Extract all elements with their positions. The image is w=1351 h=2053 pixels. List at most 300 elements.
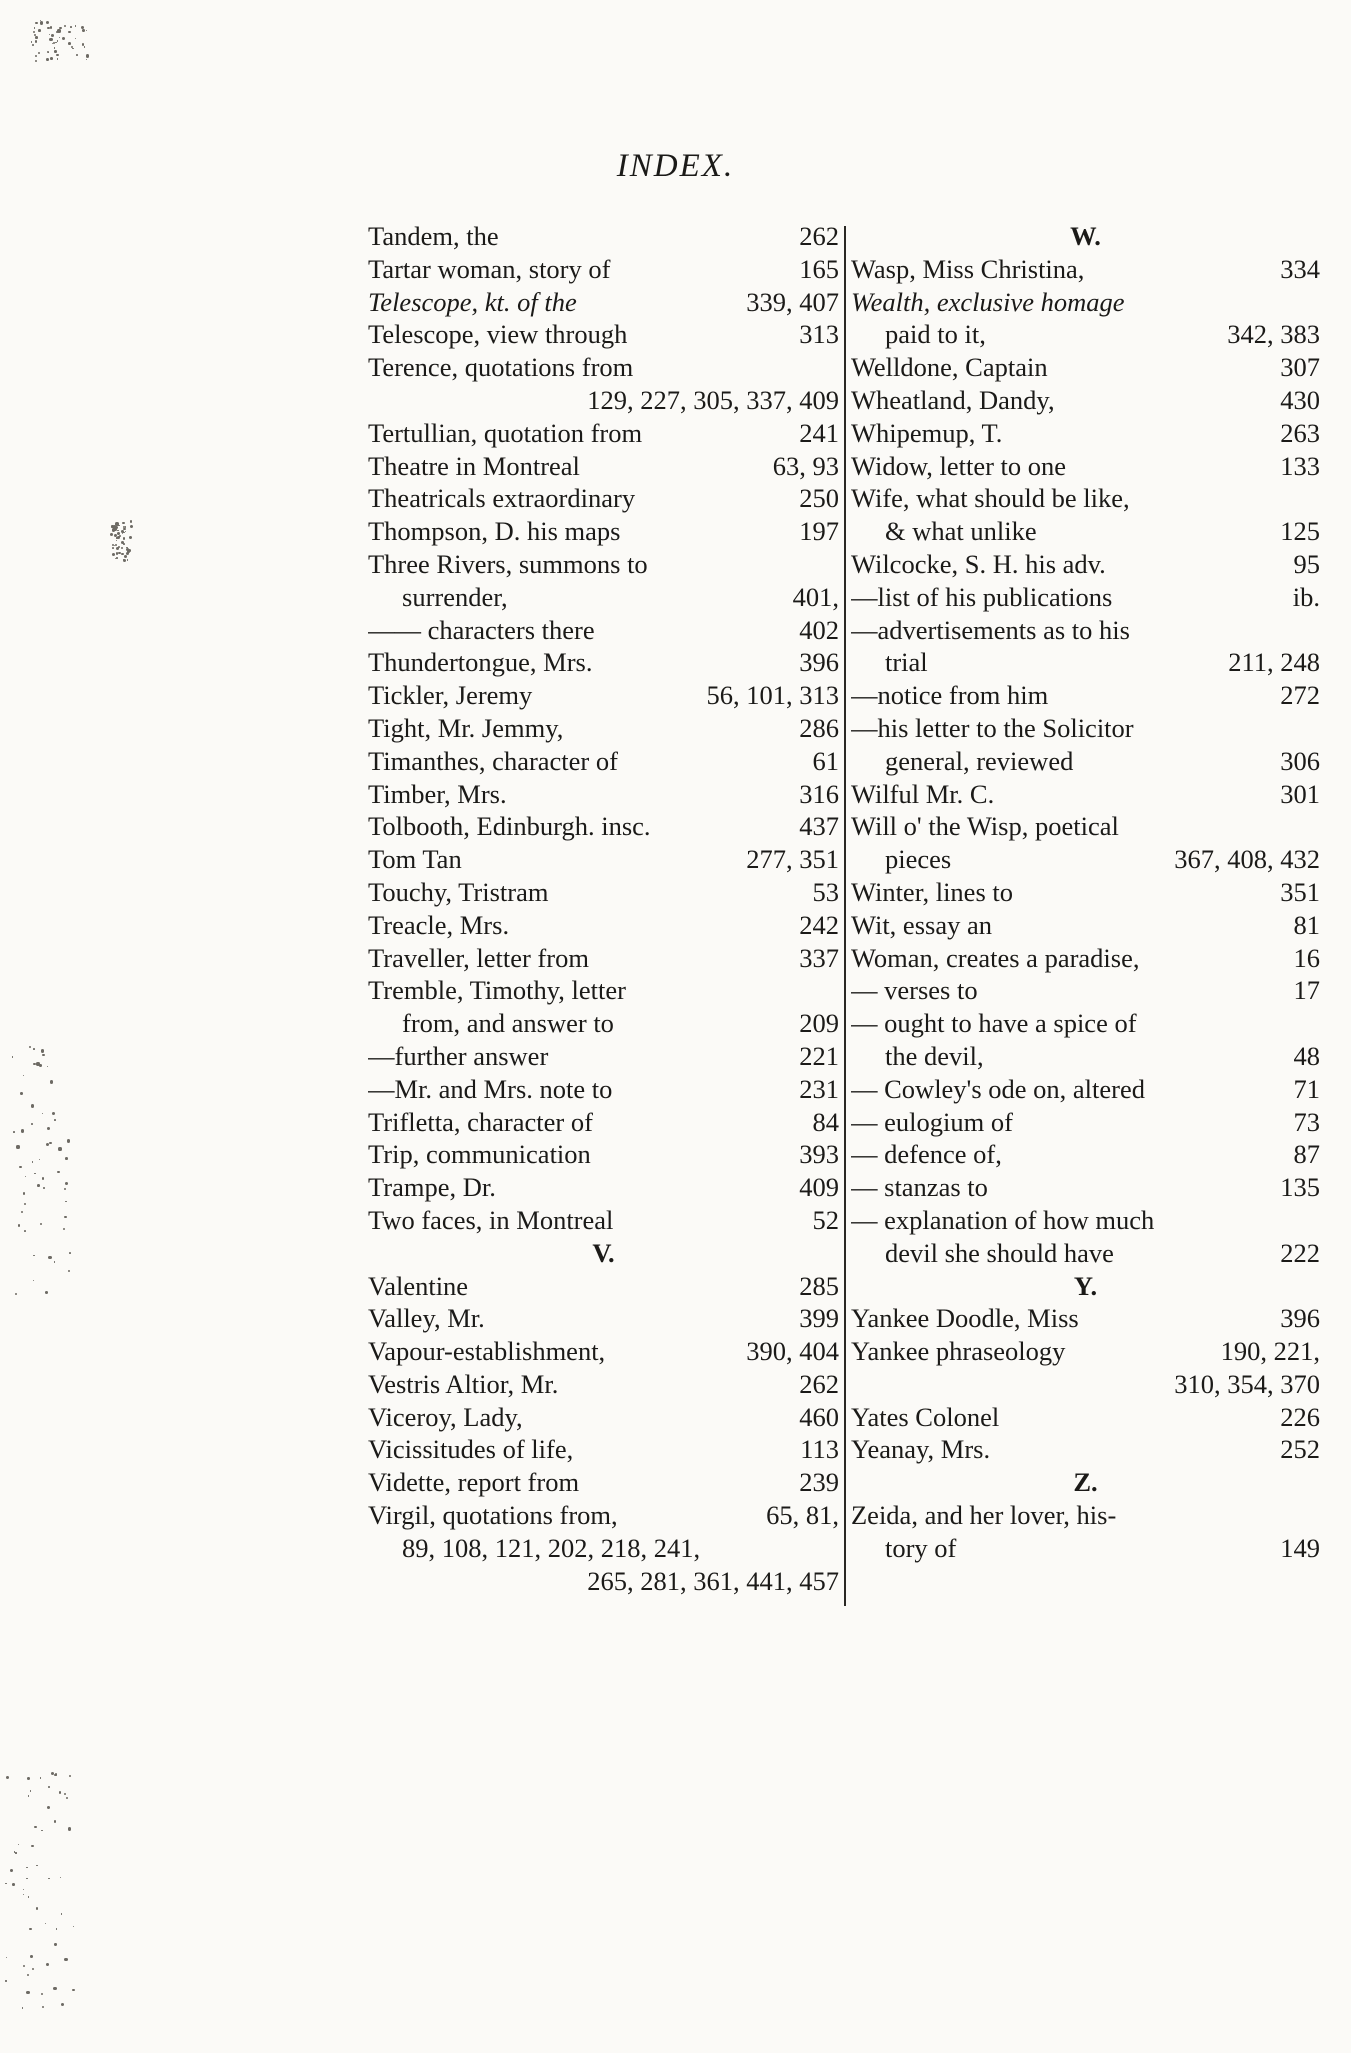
scan-speck xyxy=(57,1171,60,1174)
index-entry xyxy=(368,220,839,253)
scan-speck xyxy=(125,526,126,527)
scan-speck xyxy=(76,54,78,56)
entry-page-numbers: 81 xyxy=(1293,909,1320,940)
index-entry xyxy=(368,745,839,778)
scan-speck xyxy=(65,1182,68,1185)
index-entry xyxy=(851,253,1320,286)
index-entry xyxy=(851,614,1320,647)
entry-text: —Mr. and Mrs. note to xyxy=(368,1073,613,1104)
scan-speck xyxy=(35,22,37,24)
entry-text: Viceroy, Lady, xyxy=(368,1401,523,1432)
scan-speck xyxy=(5,1980,6,1981)
index-entry xyxy=(851,778,1320,811)
index-entry xyxy=(368,1270,839,1303)
scan-speck xyxy=(121,530,124,533)
index-entry xyxy=(851,515,1320,548)
entry-page-numbers: 306 xyxy=(1280,745,1320,776)
entry-page-numbers: 87 xyxy=(1293,1139,1320,1170)
index-entry xyxy=(851,745,1320,778)
entry-page-numbers: 222 xyxy=(1280,1237,1320,1268)
scan-speck xyxy=(68,1827,71,1830)
scan-speck xyxy=(86,30,87,31)
entry-text: Zeida, and her lover, his- xyxy=(851,1500,1117,1531)
entry-page-numbers: 313 xyxy=(799,319,839,350)
entry-page-numbers: 307 xyxy=(1280,352,1320,383)
scan-speck xyxy=(121,547,123,549)
scan-speck xyxy=(54,1261,55,1262)
index-entry xyxy=(851,909,1320,942)
scan-speck xyxy=(124,555,127,558)
index-entry xyxy=(368,515,839,548)
entry-page-numbers: 190, 221, xyxy=(1220,1336,1320,1367)
scan-speck xyxy=(54,1820,57,1823)
scan-speck xyxy=(50,1080,53,1083)
entry-text: Wasp, Miss Christina, xyxy=(851,253,1085,284)
scan-speck xyxy=(63,1228,65,1230)
scan-speck xyxy=(6,1776,9,1779)
scan-speck xyxy=(56,1928,58,1930)
scan-speck xyxy=(35,36,38,39)
scan-speck xyxy=(5,1883,7,1885)
entry-text: Trampe, Dr. xyxy=(368,1172,496,1203)
entry-page-numbers: 16 xyxy=(1293,942,1320,973)
scan-speck xyxy=(34,27,35,28)
entry-page-numbers: 334 xyxy=(1280,253,1320,284)
index-columns xyxy=(368,220,1320,1606)
entry-page-numbers: 113 xyxy=(800,1434,839,1465)
scan-speck xyxy=(130,520,133,523)
entry-page-numbers: 393 xyxy=(799,1139,839,1170)
scan-speck xyxy=(119,535,121,537)
scan-speck xyxy=(126,552,129,555)
entry-text: Thompson, D. his maps xyxy=(368,516,621,547)
scan-speck xyxy=(38,29,41,32)
scan-speck xyxy=(19,1166,21,1168)
scan-speck xyxy=(20,1092,23,1095)
scan-speck xyxy=(46,58,49,61)
scan-speck xyxy=(28,1896,29,1897)
scan-speck xyxy=(32,1161,33,1162)
scan-speck xyxy=(26,1867,28,1869)
index-entry xyxy=(368,1007,839,1040)
index-section-heading xyxy=(851,1466,1320,1499)
scan-speck xyxy=(40,1223,42,1225)
entry-text: — defence of, xyxy=(851,1139,1002,1170)
scan-speck xyxy=(16,1145,19,1148)
scan-speck xyxy=(118,546,120,548)
scan-speck xyxy=(31,1845,34,1848)
scan-speck xyxy=(27,1777,30,1780)
index-entry xyxy=(368,1368,839,1401)
index-entry xyxy=(368,1302,839,1335)
entry-text: —notice from him xyxy=(851,680,1049,711)
index-entry xyxy=(851,679,1320,712)
index-entry xyxy=(368,1499,839,1532)
entry-text: —his letter to the Solicitor xyxy=(851,712,1134,743)
index-entry xyxy=(851,351,1320,384)
entry-page-numbers: 52 xyxy=(812,1204,839,1235)
entry-page-numbers: 242 xyxy=(799,909,839,940)
entry-text: trial xyxy=(885,647,928,678)
index-entry xyxy=(851,1532,1320,1565)
index-entry xyxy=(368,843,839,876)
scan-speck xyxy=(72,1989,75,1992)
entry-text: general, reviewed xyxy=(885,745,1074,776)
scan-speck xyxy=(21,1129,24,1132)
scan-speck xyxy=(52,1112,55,1115)
entry-text: Wilcocke, S. H. his adv. xyxy=(851,548,1106,579)
entry-page-numbers: 221 xyxy=(799,1040,839,1071)
right-index-column xyxy=(851,220,1320,1565)
entry-text: Trip, communication xyxy=(368,1139,591,1170)
scan-speck xyxy=(48,1878,50,1880)
entry-page-numbers: 430 xyxy=(1280,384,1320,415)
scan-speck xyxy=(113,527,116,530)
entry-text: Timber, Mrs. xyxy=(368,778,507,809)
entry-text: Theatre in Montreal xyxy=(368,450,580,481)
section-letter: W. xyxy=(1070,221,1101,251)
index-entry xyxy=(368,1171,839,1204)
scan-speck xyxy=(33,31,35,33)
scan-speck xyxy=(12,1056,14,1058)
entry-text: the devil, xyxy=(885,1040,984,1071)
scan-speck xyxy=(59,37,60,38)
scan-speck xyxy=(68,1270,70,1272)
entry-text: Three Rivers, summons to xyxy=(368,548,648,579)
entry-page-numbers: 48 xyxy=(1293,1040,1320,1071)
scan-speck xyxy=(68,31,71,34)
entry-text: Wilful Mr. C. xyxy=(851,778,995,809)
scan-speck xyxy=(34,1826,36,1828)
scan-speck xyxy=(84,46,85,47)
scan-speck xyxy=(123,559,126,562)
scan-speck xyxy=(50,57,53,60)
scan-speck xyxy=(15,1852,16,1853)
scan-speck xyxy=(42,1054,45,1057)
entry-page-numbers: 231 xyxy=(799,1073,839,1104)
scan-speck xyxy=(31,1123,33,1125)
index-entry xyxy=(368,318,839,351)
scan-speck xyxy=(27,1974,29,1976)
entry-page-numbers: 65, 81, xyxy=(766,1500,839,1531)
index-entry xyxy=(368,1106,839,1139)
entry-page-numbers: 71 xyxy=(1293,1073,1320,1104)
scan-speck xyxy=(116,540,117,541)
scan-speck xyxy=(126,548,129,551)
entry-text: 89, 108, 121, 202, 218, 241, xyxy=(402,1532,701,1563)
scan-speck xyxy=(49,1142,51,1144)
scan-speck xyxy=(64,1958,67,1961)
entry-text: —— characters there xyxy=(368,614,595,645)
scan-speck xyxy=(115,558,116,559)
scan-speck xyxy=(61,1913,62,1914)
entry-text: — ought to have a spice of xyxy=(851,1008,1137,1039)
scan-speck xyxy=(67,1139,70,1142)
entry-text: Tartar woman, story of xyxy=(368,253,611,284)
entry-page-numbers: 460 xyxy=(799,1401,839,1432)
scan-speck xyxy=(53,1987,56,1990)
entry-text: Theatricals extraordinary xyxy=(368,483,636,514)
entry-page-numbers: 409 xyxy=(799,1172,839,1203)
scan-speck xyxy=(22,2007,24,2009)
scan-speck xyxy=(33,1280,34,1281)
entry-page-numbers: 396 xyxy=(799,647,839,678)
scan-speck xyxy=(54,1774,57,1777)
index-entry xyxy=(368,450,839,483)
entry-text: Vestris Altior, Mr. xyxy=(368,1368,559,1399)
scan-speck xyxy=(49,38,52,41)
scan-speck xyxy=(58,29,61,32)
entry-page-numbers: 402 xyxy=(799,614,839,645)
scan-speck xyxy=(116,537,117,538)
scan-speck xyxy=(55,42,56,43)
entry-page-numbers: 351 xyxy=(1280,876,1320,907)
scan-speck xyxy=(75,38,76,39)
scan-speck xyxy=(35,60,37,62)
entry-page-numbers: 396 xyxy=(1280,1303,1320,1334)
entry-page-numbers: 301 xyxy=(1280,778,1320,809)
index-entry xyxy=(368,1565,839,1598)
entry-page-numbers: 263 xyxy=(1280,417,1320,448)
scan-speck xyxy=(54,50,57,53)
scan-speck xyxy=(65,1157,68,1160)
index-entry xyxy=(368,1433,839,1466)
entry-page-numbers: 339, 407 xyxy=(746,286,839,317)
scan-speck xyxy=(64,1793,66,1795)
entry-text: Whipemup, T. xyxy=(851,417,1003,448)
entry-text: Tolbooth, Edinburgh. insc. xyxy=(368,811,651,842)
scan-speck xyxy=(23,1889,24,1890)
entry-page-numbers: 56, 101, 313 xyxy=(706,680,839,711)
entry-text: Wife, what should be like, xyxy=(851,483,1130,514)
scan-speck xyxy=(36,1907,38,1909)
scan-speck xyxy=(68,42,71,45)
page-title: INDEX. xyxy=(616,148,735,184)
scan-speck xyxy=(54,1943,56,1945)
scan-speck xyxy=(23,1192,25,1194)
entry-page-numbers: 337 xyxy=(799,942,839,973)
scan-speck xyxy=(48,52,50,54)
index-entry xyxy=(851,646,1320,679)
scan-speck xyxy=(82,29,85,32)
entry-text: Tertullian, quotation from xyxy=(368,417,643,448)
index-entry xyxy=(851,843,1320,876)
scan-speck xyxy=(86,54,89,57)
scan-speck xyxy=(30,1790,31,1791)
scan-speck xyxy=(29,1046,31,1048)
scan-speck xyxy=(58,1147,61,1150)
scan-speck xyxy=(59,1791,62,1794)
scan-speck xyxy=(54,47,56,49)
entry-page-numbers: 125 xyxy=(1280,516,1320,547)
index-entry xyxy=(851,286,1320,319)
scan-speck xyxy=(25,1176,27,1178)
entry-text: —further answer xyxy=(368,1040,549,1071)
scan-speck xyxy=(118,525,119,526)
entry-text: — explanation of how much xyxy=(851,1204,1155,1235)
entry-text: Two faces, in Montreal xyxy=(368,1204,614,1235)
scan-speck xyxy=(122,533,123,534)
entry-page-numbers: 165 xyxy=(799,253,839,284)
index-entry xyxy=(851,417,1320,450)
entry-text: from, and answer to xyxy=(402,1008,614,1039)
entry-page-numbers: 95 xyxy=(1293,548,1320,579)
entry-text: —advertisements as to his xyxy=(851,614,1130,645)
entry-page-numbers: 286 xyxy=(799,712,839,743)
index-section-heading xyxy=(368,1237,839,1270)
scan-speck xyxy=(130,525,133,528)
scan-speck xyxy=(70,26,72,28)
entry-page-numbers: 241 xyxy=(799,417,839,448)
scan-speck xyxy=(46,1143,49,1146)
scan-speck xyxy=(82,43,84,45)
entry-page-numbers: 211, 248 xyxy=(1228,647,1320,678)
scan-speck xyxy=(72,48,73,49)
entry-text: tory of xyxy=(885,1532,957,1563)
index-entry xyxy=(851,1401,1320,1434)
scan-speck xyxy=(46,1963,49,1966)
scan-speck xyxy=(123,537,125,539)
index-entry xyxy=(368,482,839,515)
entry-text: Telescope, view through xyxy=(368,319,628,350)
scan-speck xyxy=(42,1177,45,1180)
index-section-heading xyxy=(851,1270,1320,1303)
scan-speck xyxy=(112,547,114,549)
index-entry xyxy=(851,318,1320,351)
entry-text: Vapour-establishment, xyxy=(368,1336,606,1367)
index-entry xyxy=(368,1466,839,1499)
index-entry xyxy=(851,1138,1320,1171)
scan-speck xyxy=(46,21,49,24)
scan-speck xyxy=(39,1159,40,1160)
entry-page-numbers: 17 xyxy=(1293,975,1320,1006)
scan-speck xyxy=(65,1201,66,1202)
scan-speck xyxy=(69,1775,71,1777)
entry-page-numbers: 63, 93 xyxy=(772,450,839,481)
scan-speck xyxy=(53,42,55,44)
scan-speck xyxy=(51,34,54,37)
entry-page-numbers: 209 xyxy=(799,1008,839,1039)
entry-page-numbers: 135 xyxy=(1280,1172,1320,1203)
scan-speck xyxy=(75,25,77,27)
scan-speck xyxy=(40,1777,41,1778)
scan-speck xyxy=(34,1173,36,1175)
scan-speck xyxy=(15,1293,17,1295)
index-entry xyxy=(851,1368,1320,1401)
index-entry xyxy=(851,548,1320,581)
index-entry xyxy=(851,942,1320,975)
entry-page-numbers: 399 xyxy=(799,1303,839,1334)
entry-page-numbers: 250 xyxy=(799,483,839,514)
scan-speck xyxy=(50,26,52,28)
entry-page-numbers: 129, 227, 305, 337, 409 xyxy=(587,384,839,415)
entry-text: Yates Colonel xyxy=(851,1401,1000,1432)
entry-text: Valley, Mr. xyxy=(368,1303,485,1334)
index-entry xyxy=(368,679,839,712)
entry-page-numbers: 73 xyxy=(1293,1106,1320,1137)
index-entry xyxy=(851,876,1320,909)
scan-speck xyxy=(33,1255,34,1256)
section-letter: Y. xyxy=(1073,1270,1098,1301)
scan-speck xyxy=(64,1216,66,1218)
scan-speck xyxy=(33,1048,35,1050)
index-entry xyxy=(851,581,1320,614)
entry-text: Widow, letter to one xyxy=(851,450,1067,481)
index-entry xyxy=(368,712,839,745)
entry-text: Telescope, kt. of the xyxy=(368,286,577,317)
index-entry xyxy=(368,646,839,679)
entry-text: Will o' the Wisp, poetical xyxy=(851,811,1119,842)
scan-speck xyxy=(28,1795,29,1796)
entry-page-numbers: 265, 281, 361, 441, 457 xyxy=(587,1565,839,1596)
scan-speck xyxy=(129,536,132,539)
entry-text: devil she should have xyxy=(885,1237,1114,1268)
scan-speck xyxy=(41,1049,44,1052)
scan-speck xyxy=(110,533,113,536)
scan-speck xyxy=(37,1184,40,1187)
section-letter: Z. xyxy=(1073,1467,1098,1498)
scan-speck xyxy=(62,37,65,40)
index-entry xyxy=(851,1335,1320,1368)
index-entry xyxy=(368,810,839,843)
scan-speck xyxy=(56,54,58,56)
index-entry xyxy=(368,1040,839,1073)
index-section-heading xyxy=(851,220,1320,253)
index-entry xyxy=(368,1335,839,1368)
index-entry xyxy=(368,1138,839,1171)
scan-speck xyxy=(86,59,87,60)
entry-text: Tremble, Timothy, letter xyxy=(368,975,626,1006)
index-entry xyxy=(851,450,1320,483)
entry-page-numbers: 272 xyxy=(1280,680,1320,711)
scan-speck xyxy=(73,1926,74,1927)
entry-text: Wealth, exclusive homage xyxy=(851,286,1125,317)
scan-speck xyxy=(64,1188,66,1190)
entry-text: Touchy, Tristram xyxy=(368,876,549,907)
index-entry xyxy=(368,1532,839,1565)
scan-speck xyxy=(45,1923,47,1925)
entry-text: Yankee phraseology xyxy=(851,1336,1066,1367)
scan-speck xyxy=(35,55,37,57)
entry-text: Treacle, Mrs. xyxy=(368,909,510,940)
index-entry xyxy=(851,1204,1320,1237)
index-entry xyxy=(368,614,839,647)
scan-speck xyxy=(24,1230,26,1232)
scan-speck xyxy=(31,1104,34,1107)
entry-page-numbers: 252 xyxy=(1280,1434,1320,1465)
entry-page-numbers: 262 xyxy=(799,221,839,251)
left-index-column xyxy=(368,220,839,1597)
entry-text: Wheatland, Dandy, xyxy=(851,384,1055,415)
index-entry xyxy=(368,417,839,450)
scan-speck xyxy=(23,1894,24,1895)
index-entry xyxy=(368,1073,839,1106)
entry-page-numbers: 197 xyxy=(799,516,839,547)
scan-speck xyxy=(48,1256,51,1259)
scan-speck xyxy=(60,1877,61,1878)
entry-text: Winter, lines to xyxy=(851,876,1013,907)
index-entry xyxy=(368,384,839,417)
scan-speck xyxy=(23,1075,24,1076)
index-entry xyxy=(368,876,839,909)
scan-speck xyxy=(30,1955,33,1958)
index-entry xyxy=(851,1302,1320,1335)
index-entry xyxy=(368,581,839,614)
entry-page-numbers: 84 xyxy=(812,1106,839,1137)
scan-speck xyxy=(66,1797,68,1799)
scan-speck xyxy=(40,21,43,24)
entry-page-numbers: 316 xyxy=(799,778,839,809)
